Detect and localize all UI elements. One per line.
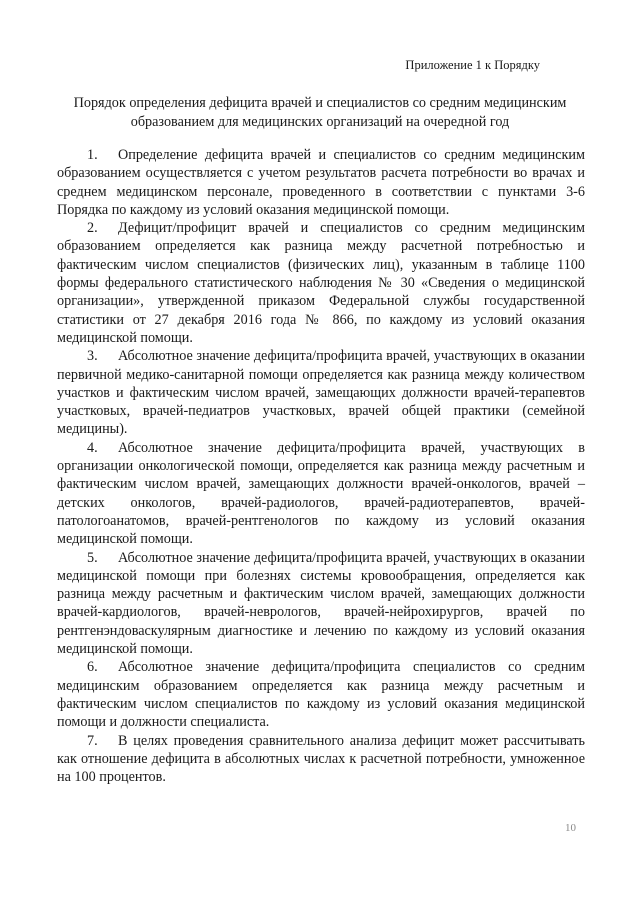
appendix-label: Приложение 1 к Порядку bbox=[405, 58, 540, 72]
paragraph-text: Дефицит/профицит врачей и специалистов со средним медицинским образованием определяется как разница между расчетной потребностью и фактическим числом специалистов (физических лиц), указанным в таблице 1100 формы федерального статистического наблюдения № 30 «Сведения о медицинской организации», утвержденной приказом Федеральной службы государственной статистики от 27 декабря 2016 года № 866, по каждому из условий оказания медицинской помощи. bbox=[57, 220, 585, 346]
paragraph-number: 1. bbox=[87, 147, 98, 163]
paragraph-number: 2. bbox=[87, 220, 98, 237]
title-line-2: образованием для медицинских организаций на очередной год bbox=[130, 114, 510, 130]
paragraph-text: Абсолютное значение дефицита/профицита врачей, участвующих в оказании медицинской помощи при болезнях системы кровообращения, определяется как разница между расчетным и фактическим числом врачей, замещающих должности врачей-кардиологов, врачей-неврологов, врачей-нейрохирургов, врачей по рентгенэндоваскулярным диагностике и лечению по каждому из условий оказания медицинской помощи. bbox=[57, 549, 585, 658]
paragraph-3 bbox=[57, 347, 585, 438]
paragraph-number: 4. bbox=[87, 439, 98, 456]
paragraph-number: 6. bbox=[87, 659, 98, 676]
title-line-1: Порядок определения дефицита врачей и специалистов со средним медицинским bbox=[73, 95, 567, 111]
paragraph-text: Абсолютное значение дефицита/профицита врачей, участвующих в организации онкологической помощи, определяется как разница между расчетным и фактическим числом врачей, замещающих должности врачей-онкологов, врачей – детских онкологов, врачей-радиологов, врачей-радиотерапевтов, врачей-патологоанатомов, врачей-рентгенологов по каждому из условий оказания медицинской помощи. bbox=[57, 439, 585, 548]
paragraph-text: Определение дефицита врачей и специалистов со средним медицинским образованием осуществляется с учетом результатов расчета потребности во врачах и среднем медицинском персонале, проведенного в соответствии с пунктами 3-6 Порядка по каждому из условий оказания медицинской помощи. bbox=[57, 147, 585, 218]
paragraph-7 bbox=[57, 732, 585, 787]
paragraph-2 bbox=[57, 219, 585, 347]
paragraph-6 bbox=[57, 658, 585, 731]
paragraph-number: 7. bbox=[87, 732, 98, 749]
paragraph-text: В целях проведения сравнительного анализа дефицит может рассчитывать как отношение дефицита в абсолютных числах к расчетной потребности, умноженное на 100 процентов. bbox=[57, 732, 585, 786]
paragraph-number: 3. bbox=[87, 348, 98, 365]
document-body bbox=[57, 146, 585, 786]
paragraph-text: Абсолютное значение дефицита/профицита врачей, участвующих в оказании первичной медико-санитарной помощи определяется как разница между количеством участков и фактическим числом врачей, замещающих должности врачей-терапевтов участковых, врачей-педиатров участковых, врачей общей практики (семейной медицины). bbox=[57, 348, 585, 438]
page-number-mark: 10 bbox=[565, 822, 576, 834]
paragraph-number: 5. bbox=[87, 549, 98, 566]
paragraph-1 bbox=[57, 146, 585, 219]
paragraph-5 bbox=[57, 549, 585, 659]
paragraph-text: Абсолютное значение дефицита/профицита специалистов со средним медицинским образованием определяется как разница между расчетным и фактическим числом специалистов по каждому из условий оказания медицинской помощи и должности специалиста. bbox=[57, 659, 585, 731]
paragraph-4 bbox=[57, 439, 585, 549]
document-title bbox=[40, 94, 600, 132]
